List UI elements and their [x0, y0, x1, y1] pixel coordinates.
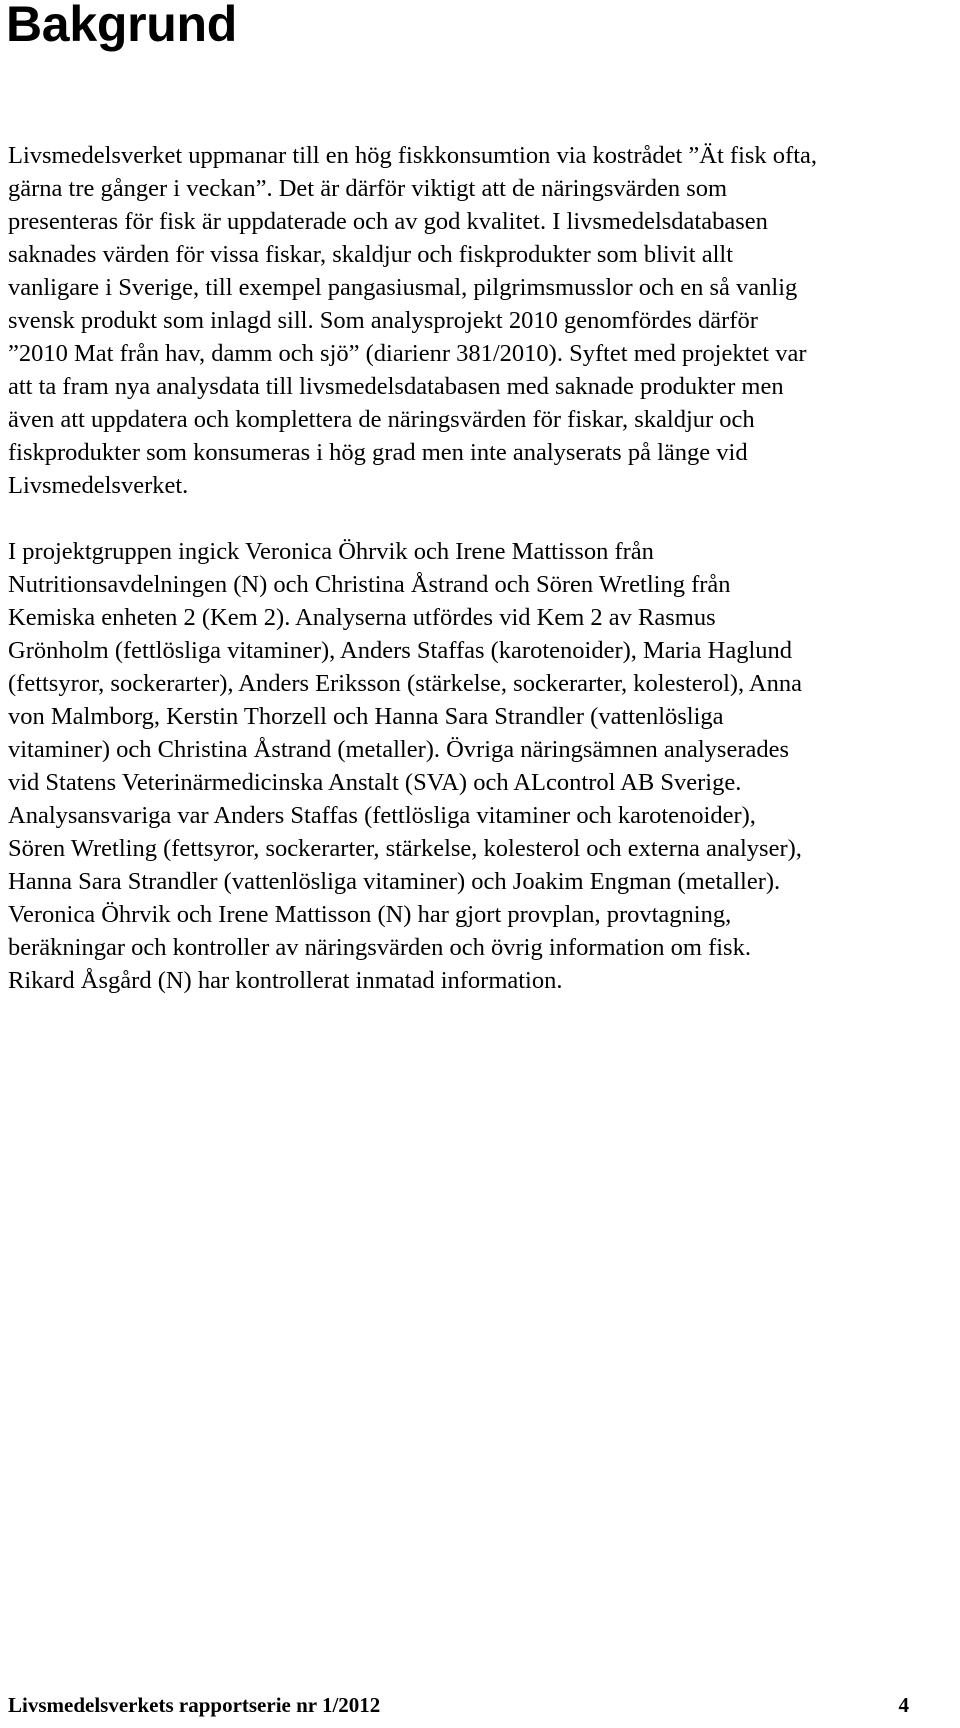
text-line: Veronica Öhrvik och Irene Mattisson (N) har gjort provplan, provtagning, [8, 901, 732, 928]
text-line: Hanna Sara Strandler (vattenlösliga vitaminer) och Joakim Engman (metaller). [8, 868, 781, 895]
text-line: vid Statens Veterinärmedicinska Anstalt (SVA) och ALcontrol AB Sverige. [8, 769, 742, 796]
footer-report-series: Livsmedelsverkets rapportserie nr 1/2012 [8, 1693, 381, 1717]
text-line: von Malmborg, Kerstin Thorzell och Hanna Sara Strandler (vattenlösliga [8, 703, 724, 730]
text-line: Sören Wretling (fettsyror, sockerarter, stärkelse, kolesterol och externa analyser), [8, 835, 802, 862]
text-line: ”2010 Mat från hav, damm och sjö” (diarienr 381/2010). Syftet med projektet var [8, 340, 807, 367]
text-line: vanligare i Sverige, till exempel pangasiusmal, pilgrimsmusslor och en så vanlig [8, 274, 798, 301]
text-line: Livsmedelsverket. [8, 472, 189, 499]
paragraph-project-group [8, 535, 958, 997]
text-line: fiskprodukter som konsumeras i hög grad men inte analyserats på länge vid [8, 439, 748, 466]
text-line: (fettsyror, sockerarter), Anders Eriksson (stärkelse, sockerarter, kolesterol), Anna [8, 670, 803, 697]
paragraph-background [8, 139, 958, 502]
text-line: Livsmedelsverket uppmanar till en hög fiskkonsumtion via kostrådet ”Ät fisk ofta, [8, 142, 818, 169]
text-line: vitaminer) och Christina Åstrand (metaller). Övriga näringsämnen analyserades [8, 736, 790, 763]
section-heading: Bakgrund [6, 0, 237, 52]
text-line: beräkningar och kontroller av näringsvärden och övrig information om fisk. [8, 934, 751, 961]
text-line: Rikard Åsgård (N) har kontrollerat inmatad information. [8, 967, 563, 994]
footer-page-number: 4 [898, 1693, 909, 1717]
text-line: att ta fram nya analysdata till livsmedelsdatabasen med saknade produkter men [8, 373, 784, 400]
text-line: Kemiska enheten 2 (Kem 2). Analyserna utfördes vid Kem 2 av Rasmus [8, 604, 716, 631]
text-line: även att uppdatera och komplettera de näringsvärden för fiskar, skaldjur och [8, 406, 755, 433]
text-line: presenteras för fisk är uppdaterade och av god kvalitet. I livsmedelsdatabasen [8, 208, 768, 235]
text-line: gärna tre gånger i veckan”. Det är därför viktigt att de näringsvärden som [8, 175, 728, 202]
text-line: Grönholm (fettlösliga vitaminer), Anders Staffas (karotenoider), Maria Haglund [8, 637, 793, 664]
text-line: saknades värden för vissa fiskar, skaldjur och fiskprodukter som blivit allt [8, 241, 734, 268]
text-line: svensk produkt som inlagd sill. Som analysprojekt 2010 genomfördes därför [8, 307, 758, 334]
text-line: Analysansvariga var Anders Staffas (fettlösliga vitaminer och karotenoider), [8, 802, 756, 829]
text-line: I projektgruppen ingick Veronica Öhrvik och Irene Mattisson från [8, 538, 654, 565]
text-line: Nutritionsavdelningen (N) och Christina Åstrand och Sören Wretling från [8, 571, 731, 598]
